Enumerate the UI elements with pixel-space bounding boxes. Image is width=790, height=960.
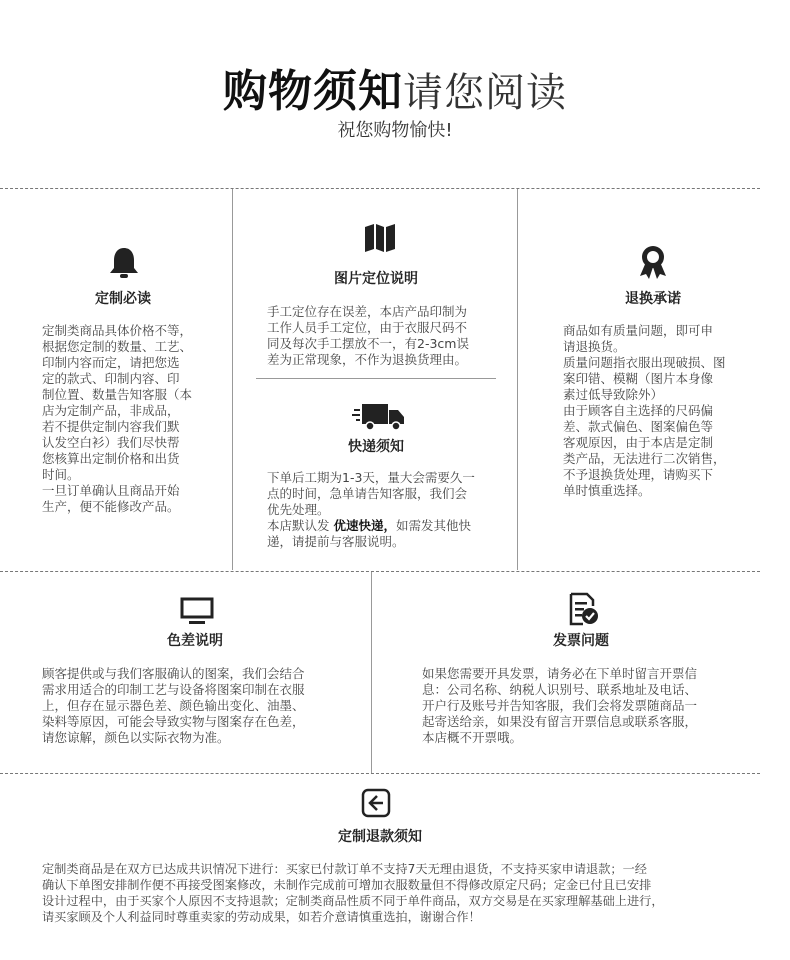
title-bold: 购物须知 [223, 66, 403, 117]
bell-icon [108, 246, 140, 280]
divider-bottom [0, 773, 760, 774]
page-subtitle: 祝您购物愉快! [337, 120, 453, 141]
section-title-refund: 定制退款须知 [338, 829, 422, 845]
divider-v-right [517, 189, 518, 570]
title-light: 请您阅读 [403, 70, 567, 116]
divider-mid [0, 571, 760, 572]
award-ribbon-icon [637, 244, 669, 280]
section-body-invoice: 如果您需要开具发票，请务必在下单时留言开票信 息：公司名称、纳税人识别号、联系地址及电话、 开户行及账号并告知客服，我们会将发票随商品一 起寄送给亲，如果没有留言开票信息或联系客服， 本店概不开票哦。 [422, 666, 698, 745]
divider-top [0, 188, 760, 189]
section-title-custom: 定制必读 [95, 291, 151, 307]
divider-v-left [232, 189, 233, 570]
section-body-shipping: 下单后工期为1-3天，量大会需要久一 点的时间，急单请告知客服，我们会 优先处理。 本店默认发 优速快递，如需发其他快 递，请提前与客服说明。 [267, 470, 475, 549]
truck-icon [352, 401, 406, 433]
section-body-custom: 定制类商品具体价格不等， 根据您定制的数量、工艺、 印制内容而定，请把您选 定的款式、印制内容、印 制位置、数量告知客服（本 店为定制产品，非成品， 若不提供定制内容我们默 认发空白衫）我们尽快帮 您核算出定制价格和出货 时间。 一旦订单确认且商品开始 生产，便不能修改产品。 [42, 323, 193, 514]
section-title-returns: 退换承诺 [625, 291, 681, 307]
express-highlight: 优速快递， [333, 518, 396, 533]
return-arrow-icon [361, 788, 391, 818]
section-title-color: 色差说明 [167, 633, 223, 649]
section-title-invoice: 发票问题 [553, 633, 609, 649]
section-body-refund: 定制类商品是在双方已达成共识情况下进行：买家已付款订单不支持7天无理由退货，不支持买家申请退款；一经 确认下单图安排制作便不再接受图案修改，未制作完成前可增加衣服数量但不得修改原定尺码；定金已付且已安排 设计过程中，由于买家个人原因不支持退款；定制类商品性质不同于单件商品，双方交易是在买家理解基础上进行， 请买家顾及个人利益同时尊重卖家的劳动成果，如若介意请慎重选拍，谢谢合作！ [42, 862, 664, 924]
section-title-shipping: 快递须知 [348, 439, 404, 455]
page-title [0, 55, 790, 119]
section-body-returns: 商品如有质量问题，即可申 请退换货。 质量问题指衣服出现破损、图 案印错、模糊（图片本身像 素过低导致除外） 由于顾客自主选择的尺码偏 差、款式偏色、图案偏色等 客观原因，由于本店是定制 类产品，无法进行二次销售， 不予退换货处理，请购买下 单时慎重选择。 [563, 323, 726, 498]
section-body-position: 手工定位存在误差，本店产品印制为 工作人员手工定位，由于衣服尺码不 同及每次手工摆放不一，有2-3cm误 差为正常现象，不作为退换货理由。 [267, 304, 469, 367]
section-body-color: 顾客提供或与我们客服确认的图案，我们会结合 需求用适合的印制工艺与设备将图案印制在衣服 上，但存在显示器色差、颜色输出变化、油墨、 染料等原因，可能会导致实物与图案存在色差， 请您谅解，颜色以实际衣物为准。 [42, 666, 305, 745]
monitor-icon [180, 597, 214, 625]
divider-v-center [371, 572, 372, 773]
divider-middle-inner [256, 378, 496, 379]
map-icon [363, 222, 397, 254]
invoice-icon [567, 592, 599, 626]
section-title-position: 图片定位说明 [334, 271, 418, 287]
